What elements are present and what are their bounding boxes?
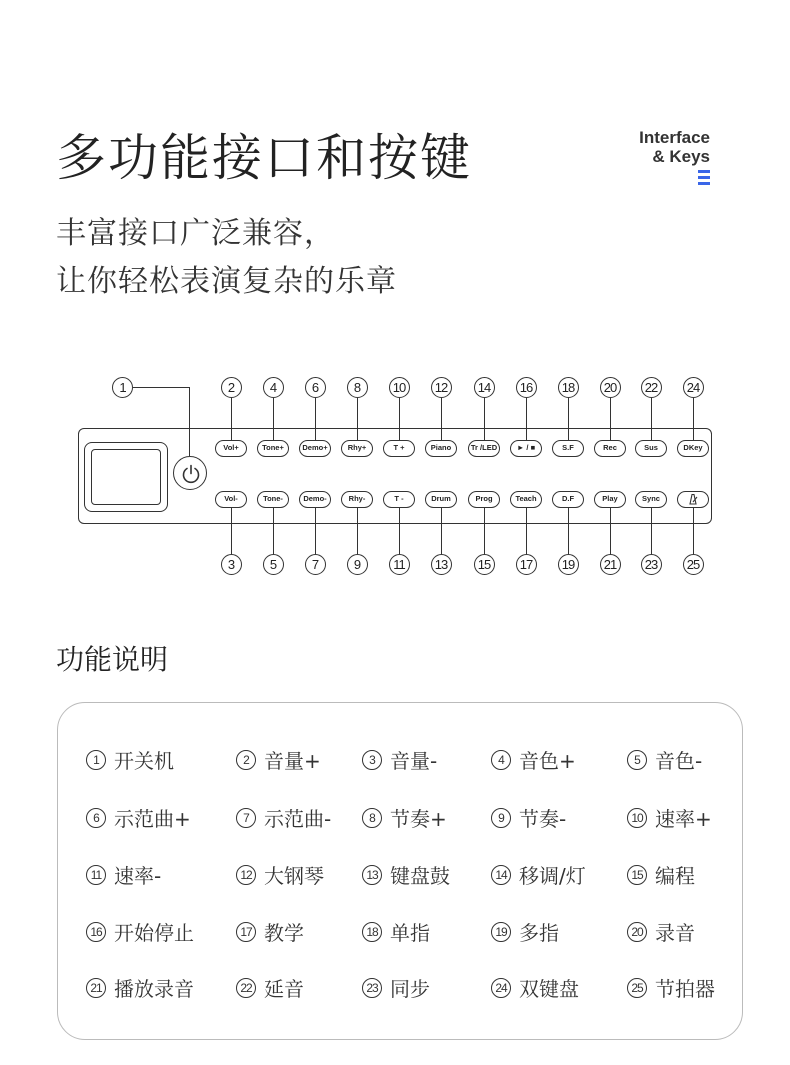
- legend-item-number: 20: [627, 922, 647, 942]
- accent-bars-icon: [698, 170, 710, 188]
- legend-item: [491, 917, 559, 946]
- callout-number: 25: [683, 554, 704, 575]
- callout-line: [315, 508, 316, 554]
- legend-item: [627, 973, 715, 1002]
- key-button[interactable]: Play: [594, 491, 626, 508]
- legend-item: [362, 860, 450, 889]
- legend-item-number: 8: [362, 808, 382, 828]
- callout-line: [273, 508, 274, 554]
- callout-line: [273, 398, 274, 440]
- legend-item: [86, 917, 194, 946]
- legend-item-label: 节奏+: [390, 807, 447, 831]
- callout-line: [568, 508, 569, 554]
- legend-item-number: 1: [86, 750, 106, 770]
- legend-item: [491, 860, 586, 889]
- legend-item-label: 音量+: [264, 749, 321, 773]
- callout-number: 2: [221, 377, 242, 398]
- legend-item-number: 16: [86, 922, 106, 942]
- callout-number: 18: [558, 377, 579, 398]
- legend-item-number: 13: [362, 865, 382, 885]
- legend-item: [627, 860, 695, 889]
- legend-item-number: 14: [491, 865, 511, 885]
- callout-line: [610, 508, 611, 554]
- legend-item: [491, 973, 579, 1002]
- subtitle: [56, 210, 397, 306]
- callout-number: 1: [112, 377, 133, 398]
- legend-item: [362, 745, 437, 774]
- callout-number: 23: [641, 554, 662, 575]
- key-button[interactable]: Sus: [635, 440, 667, 457]
- legend-item-number: 4: [491, 750, 511, 770]
- legend-item-number: 21: [86, 978, 106, 998]
- callout-line: [357, 508, 358, 554]
- callout-number: 22: [641, 377, 662, 398]
- legend-item-number: 19: [491, 922, 511, 942]
- subtitle-line1: 丰富接口广泛兼容，: [56, 216, 335, 251]
- callout-line: [315, 398, 316, 440]
- callout-number: 10: [389, 377, 410, 398]
- callout-number: 16: [516, 377, 537, 398]
- legend-item-label: 多指: [519, 921, 559, 945]
- power-button[interactable]: [173, 456, 207, 490]
- callout-line: [357, 398, 358, 440]
- key-button[interactable]: Tone+: [257, 440, 289, 457]
- legend-item-label: 延音: [264, 977, 304, 1001]
- legend-item-number: 23: [362, 978, 382, 998]
- callout-line: [484, 398, 485, 440]
- legend-item-label: 双键盘: [519, 977, 579, 1001]
- legend-item: [362, 803, 447, 832]
- callout-number: 20: [600, 377, 621, 398]
- legend-item-label: 开始停止: [114, 921, 194, 945]
- callout-line: [399, 508, 400, 554]
- english-title: [639, 128, 710, 166]
- callout-line: [651, 508, 652, 554]
- legend-item: [236, 860, 324, 889]
- key-button[interactable]: Rhy+: [341, 440, 373, 457]
- callout-line: [441, 508, 442, 554]
- callout-line: [568, 398, 569, 440]
- callout-number: 3: [221, 554, 242, 575]
- legend-item: [236, 973, 304, 1002]
- legend-item-label: 教学: [264, 921, 304, 945]
- callout-number: 19: [558, 554, 579, 575]
- callout-number: 17: [516, 554, 537, 575]
- callout-number: 13: [431, 554, 452, 575]
- callout-number: 14: [474, 377, 495, 398]
- callout-number: 9: [347, 554, 368, 575]
- english-title-line2: & Keys: [652, 147, 710, 166]
- callout-line: [441, 398, 442, 440]
- key-button[interactable]: Vol+: [215, 440, 247, 457]
- key-button[interactable]: Demo+: [299, 440, 331, 457]
- key-button[interactable]: Tone-: [257, 491, 289, 508]
- callout-line: [651, 398, 652, 440]
- legend-item-number: 10: [627, 808, 647, 828]
- legend-item-label: 移调/灯: [519, 864, 586, 888]
- legend-item: [236, 917, 304, 946]
- english-title-line1: Interface: [639, 128, 710, 147]
- legend-item: [362, 973, 430, 1002]
- legend-item: [491, 803, 566, 832]
- legend-item-number: 11: [86, 865, 106, 885]
- key-button[interactable]: Sync: [635, 491, 667, 508]
- legend-item-number: 12: [236, 865, 256, 885]
- callout-number: 11: [389, 554, 410, 575]
- callout-line: [231, 508, 232, 554]
- legend-item: [86, 745, 174, 774]
- legend-item: [86, 803, 191, 832]
- legend-item: [86, 973, 194, 1002]
- legend-item-number: 25: [627, 978, 647, 998]
- legend-item-number: 6: [86, 808, 106, 828]
- legend-item: [86, 860, 161, 889]
- callout-line: [231, 398, 232, 440]
- legend-item-label: 大钢琴: [264, 864, 324, 888]
- key-button[interactable]: Teach: [510, 491, 542, 508]
- legend-item-number: 7: [236, 808, 256, 828]
- metronome-button[interactable]: [677, 491, 709, 508]
- key-button[interactable]: D.F: [552, 491, 584, 508]
- key-button[interactable]: Piano: [425, 440, 457, 457]
- callout-line: [526, 398, 527, 440]
- legend-item-number: 5: [627, 750, 647, 770]
- legend-item-number: 2: [236, 750, 256, 770]
- legend-item-label: 录音: [655, 921, 695, 945]
- legend-item: [362, 917, 430, 946]
- callout-line: [693, 398, 694, 440]
- legend-item: [627, 745, 702, 774]
- callout-number: 7: [305, 554, 326, 575]
- legend-item-label: 节拍器: [655, 977, 715, 1001]
- subtitle-line2: 让你轻松表演复杂的乐章: [56, 264, 397, 299]
- key-button[interactable]: DKey: [677, 440, 709, 457]
- legend-item-number: 15: [627, 865, 647, 885]
- callout-line: [484, 508, 485, 554]
- page-title: 多功能接口和按键: [56, 129, 472, 187]
- callout-number: 6: [305, 377, 326, 398]
- callout-line: [189, 387, 190, 456]
- legend-item-label: 播放录音: [114, 977, 194, 1001]
- legend-item-label: 示范曲+: [114, 807, 191, 831]
- legend-item-label: 音量-: [390, 749, 438, 773]
- key-button[interactable]: ► / ■: [510, 440, 542, 457]
- legend-item-label: 速率-: [114, 864, 162, 888]
- legend-item-label: 示范曲-: [264, 807, 332, 831]
- legend-item-label: 开关机: [114, 749, 174, 773]
- callout-number: 24: [683, 377, 704, 398]
- callout-line: [526, 508, 527, 554]
- callout-line: [610, 398, 611, 440]
- key-button[interactable]: Demo-: [299, 491, 331, 508]
- callout-number: 4: [263, 377, 284, 398]
- callout-line: [133, 387, 190, 388]
- legend-item-label: 音色+: [519, 749, 576, 773]
- legend-item-label: 节奏-: [519, 807, 567, 831]
- key-button[interactable]: T -: [383, 491, 415, 508]
- legend-item-number: 24: [491, 978, 511, 998]
- key-button[interactable]: T +: [383, 440, 415, 457]
- legend-item: [236, 745, 321, 774]
- callout-line: [399, 398, 400, 440]
- legend-item: [491, 745, 576, 774]
- legend-item-label: 编程: [655, 864, 695, 888]
- callout-line: [693, 508, 694, 554]
- callout-number: 15: [474, 554, 495, 575]
- legend-item: [236, 803, 331, 832]
- key-button[interactable]: Tr /LED: [468, 440, 500, 457]
- key-button[interactable]: S.F: [552, 440, 584, 457]
- display-screen: [84, 442, 168, 512]
- callout-number: 5: [263, 554, 284, 575]
- legend-item-label: 单指: [390, 921, 430, 945]
- callout-number: 12: [431, 377, 452, 398]
- legend-item-label: 速率+: [655, 807, 712, 831]
- callout-number: 8: [347, 377, 368, 398]
- callout-number: 21: [600, 554, 621, 575]
- legend-item-number: 17: [236, 922, 256, 942]
- legend-item-number: 22: [236, 978, 256, 998]
- legend-item: [627, 803, 712, 832]
- legend-item-label: 音色-: [655, 749, 703, 773]
- key-button[interactable]: Prog: [468, 491, 500, 508]
- metronome-icon: [686, 493, 700, 505]
- legend-item-number: 3: [362, 750, 382, 770]
- section-title: 功能说明: [56, 643, 169, 676]
- legend-item-number: 18: [362, 922, 382, 942]
- legend-item-label: 同步: [390, 977, 430, 1001]
- key-button[interactable]: Rhy-: [341, 491, 373, 508]
- legend-item-number: 9: [491, 808, 511, 828]
- legend-item: [627, 917, 695, 946]
- key-button[interactable]: Rec: [594, 440, 626, 457]
- legend-item-label: 键盘鼓: [390, 864, 450, 888]
- power-icon: [180, 463, 202, 485]
- key-button[interactable]: Drum: [425, 491, 457, 508]
- key-button[interactable]: Vol-: [215, 491, 247, 508]
